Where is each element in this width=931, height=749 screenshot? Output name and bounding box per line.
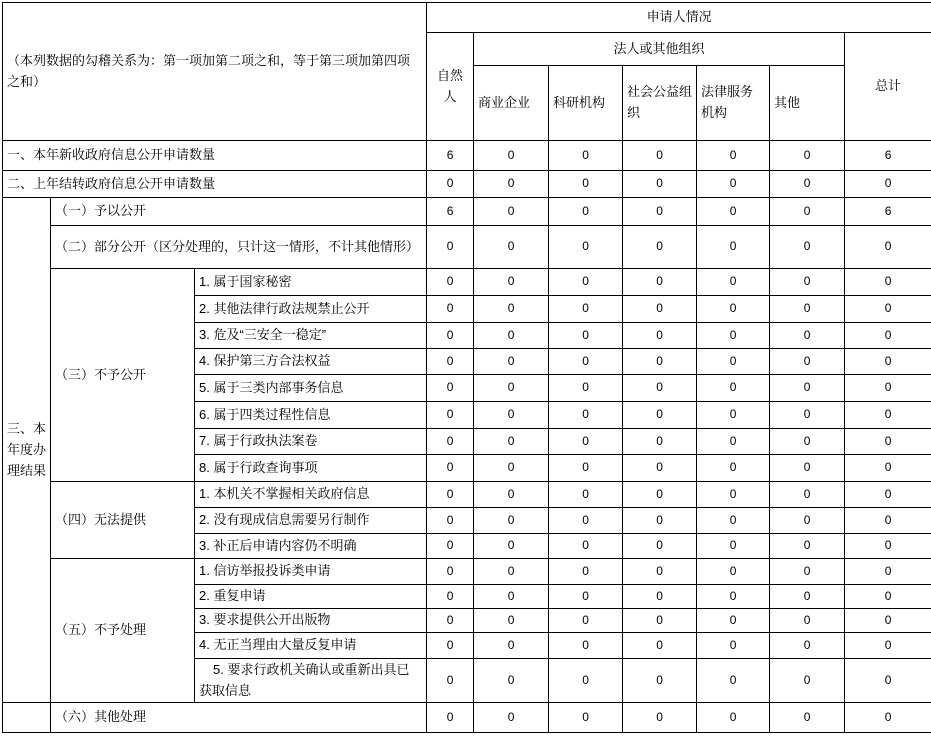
group-label-not-processed: （五）不予处理 [51,559,195,703]
value-cell: 0 [549,198,623,226]
col-header-applicant-situation: 申请人情况 [427,3,931,33]
value-cell: 0 [623,482,697,508]
value-cell: 0 [770,226,845,269]
value-cell: 0 [845,608,931,632]
value-cell: 0 [697,703,770,733]
value-cell: 0 [474,171,549,198]
value-cell: 0 [623,226,697,269]
value-cell: 0 [474,455,549,482]
value-cell: 0 [474,269,549,296]
value-cell: 0 [623,658,697,703]
row-label: 4. 无正当理由大量反复申请 [195,632,427,658]
value-cell: 0 [427,559,474,585]
value-cell: 0 [474,585,549,609]
value-cell: 0 [770,658,845,703]
value-cell: 0 [697,455,770,482]
value-cell: 0 [427,323,474,349]
value-cell: 0 [770,171,845,198]
value-cell: 0 [623,455,697,482]
value-cell: 0 [623,269,697,296]
row-label: （一）予以公开 [51,198,427,226]
value-cell: 0 [770,534,845,559]
value-cell: 0 [770,508,845,534]
row-label: 2. 其他法律行政法规禁止公开 [195,296,427,323]
value-cell: 0 [474,375,549,402]
value-cell: 0 [623,632,697,658]
value-cell: 0 [549,585,623,609]
value-cell: 0 [623,349,697,375]
value-cell: 0 [549,269,623,296]
value-cell: 0 [623,375,697,402]
value-cell: 0 [549,402,623,429]
value-cell: 0 [474,658,549,703]
value-cell: 0 [697,226,770,269]
value-cell: 0 [474,198,549,226]
value-cell: 0 [549,171,623,198]
value-cell: 0 [549,349,623,375]
value-cell: 0 [845,482,931,508]
value-cell: 0 [427,402,474,429]
value-cell: 0 [474,323,549,349]
value-cell: 0 [623,429,697,455]
value-cell: 0 [474,559,549,585]
value-cell: 0 [549,632,623,658]
value-cell: 0 [845,534,931,559]
value-cell: 0 [474,429,549,455]
value-cell: 0 [549,429,623,455]
row-label: （二）部分公开（区分处理的，只计这一情形，不计其他情形） [51,226,427,269]
value-cell: 0 [427,429,474,455]
col-header-other: 其他 [770,66,845,141]
row-label: 1. 本机关不掌握相关政府信息 [195,482,427,508]
value-cell: 0 [845,429,931,455]
value-cell: 0 [697,323,770,349]
value-cell: 0 [770,402,845,429]
value-cell: 0 [697,198,770,226]
col-header-legal-org-group: 法人或其他组织 [474,33,845,66]
col-header-research-institution: 科研机构 [549,66,623,141]
value-cell: 0 [845,658,931,703]
value-cell: 0 [549,482,623,508]
value-cell: 0 [845,455,931,482]
value-cell: 0 [697,171,770,198]
value-cell: 0 [697,585,770,609]
value-cell: 0 [845,349,931,375]
value-cell: 0 [427,508,474,534]
value-cell: 0 [845,226,931,269]
value-cell: 0 [474,534,549,559]
value-cell: 0 [549,703,623,733]
value-cell: 0 [697,429,770,455]
value-cell: 0 [427,608,474,632]
value-cell: 0 [697,508,770,534]
value-cell: 0 [427,455,474,482]
col-header-business-enterprise: 商业企业 [474,66,549,141]
value-cell: 0 [549,559,623,585]
value-cell: 0 [549,534,623,559]
value-cell: 0 [427,482,474,508]
value-cell: 0 [845,375,931,402]
value-cell: 0 [623,402,697,429]
value-cell: 0 [845,585,931,609]
value-cell: 0 [770,323,845,349]
value-cell: 0 [549,508,623,534]
row-label: 8. 属于行政查询事项 [195,455,427,482]
group-label-no-disclosure: （三）不予公开 [51,269,195,482]
value-cell: 0 [549,141,623,171]
value-cell: 0 [623,296,697,323]
value-cell: 0 [427,171,474,198]
value-cell: 6 [427,198,474,226]
value-cell: 0 [845,171,931,198]
row-label: 3. 要求提供公开出版物 [195,608,427,632]
value-cell: 0 [549,323,623,349]
col-header-total: 总计 [845,33,931,141]
value-cell: 0 [770,632,845,658]
row-label: 2. 没有现成信息需要另行制作 [195,508,427,534]
value-cell: 0 [770,559,845,585]
section3-spacer-cell [3,703,51,733]
value-cell: 0 [697,559,770,585]
value-cell: 0 [697,482,770,508]
value-cell: 0 [623,198,697,226]
row-label: 5. 要求行政机关确认或重新出具已获取信息 [195,658,427,703]
value-cell: 0 [845,508,931,534]
value-cell: 0 [427,703,474,733]
value-cell: 0 [770,269,845,296]
value-cell: 0 [770,198,845,226]
value-cell: 0 [474,349,549,375]
value-cell: 0 [623,703,697,733]
row-label: （六）其他处理 [51,703,427,733]
value-cell: 0 [770,608,845,632]
value-cell: 6 [845,141,931,171]
value-cell: 0 [770,375,845,402]
value-cell: 0 [623,608,697,632]
value-cell: 0 [770,482,845,508]
value-cell: 0 [697,349,770,375]
value-cell: 0 [845,559,931,585]
value-cell: 0 [474,703,549,733]
row-label: 1. 属于国家秘密 [195,269,427,296]
value-cell: 0 [427,226,474,269]
value-cell: 0 [623,534,697,559]
value-cell: 0 [697,608,770,632]
value-cell: 0 [845,296,931,323]
value-cell: 0 [474,608,549,632]
section3-vertical-label: 三、本年度办理结果 [3,198,51,703]
value-cell: 0 [697,296,770,323]
corner-note: （本列数据的勾稽关系为：第一项加第二项之和，等于第三项加第四项之和） [3,3,427,141]
value-cell: 0 [623,141,697,171]
col-header-natural-person: 自然人 [427,33,474,141]
value-cell: 0 [623,585,697,609]
value-cell: 0 [697,141,770,171]
value-cell: 0 [474,402,549,429]
value-cell: 0 [770,585,845,609]
row-label: 二、上年结转政府信息公开申请数量 [3,171,427,198]
value-cell: 0 [474,508,549,534]
value-cell: 0 [474,141,549,171]
row-label: 3. 补正后申请内容仍不明确 [195,534,427,559]
value-cell: 0 [474,632,549,658]
row-label: 6. 属于四类过程性信息 [195,402,427,429]
value-cell: 0 [770,349,845,375]
value-cell: 0 [697,534,770,559]
value-cell: 0 [697,658,770,703]
value-cell: 0 [549,658,623,703]
value-cell: 0 [474,482,549,508]
value-cell: 0 [770,296,845,323]
value-cell: 0 [623,323,697,349]
value-cell: 0 [845,402,931,429]
value-cell: 6 [427,141,474,171]
row-label: 2. 重复申请 [195,585,427,609]
value-cell: 0 [427,269,474,296]
value-cell: 0 [427,534,474,559]
value-cell: 0 [549,455,623,482]
value-cell: 0 [623,508,697,534]
value-cell: 0 [770,455,845,482]
value-cell: 0 [623,559,697,585]
col-header-public-welfare-org: 社会公益组织 [623,66,697,141]
value-cell: 0 [697,375,770,402]
row-label: 3. 危及“三安全一稳定” [195,323,427,349]
row-label: 一、本年新收政府信息公开申请数量 [3,141,427,171]
value-cell: 0 [474,226,549,269]
value-cell: 0 [474,296,549,323]
value-cell: 0 [697,632,770,658]
value-cell: 0 [427,375,474,402]
value-cell: 0 [549,226,623,269]
row-label: 1. 信访举报投诉类申请 [195,559,427,585]
value-cell: 0 [427,585,474,609]
value-cell: 0 [549,375,623,402]
application-handling-table [2,2,931,733]
value-cell: 0 [845,632,931,658]
row-label: 4. 保护第三方合法权益 [195,349,427,375]
value-cell: 0 [549,296,623,323]
col-header-legal-service-org: 法律服务机构 [697,66,770,141]
value-cell: 0 [697,269,770,296]
row-label: 5. 属于三类内部事务信息 [195,375,427,402]
group-label-unable-to-provide: （四）无法提供 [51,482,195,559]
value-cell: 6 [845,198,931,226]
value-cell: 0 [549,608,623,632]
value-cell: 0 [623,171,697,198]
value-cell: 0 [770,429,845,455]
row-label: 7. 属于行政执法案卷 [195,429,427,455]
value-cell: 0 [845,703,931,733]
value-cell: 0 [845,323,931,349]
value-cell: 0 [427,632,474,658]
value-cell: 0 [427,349,474,375]
value-cell: 0 [770,703,845,733]
value-cell: 0 [697,402,770,429]
value-cell: 0 [845,269,931,296]
value-cell: 0 [770,141,845,171]
value-cell: 0 [427,658,474,703]
value-cell: 0 [427,296,474,323]
